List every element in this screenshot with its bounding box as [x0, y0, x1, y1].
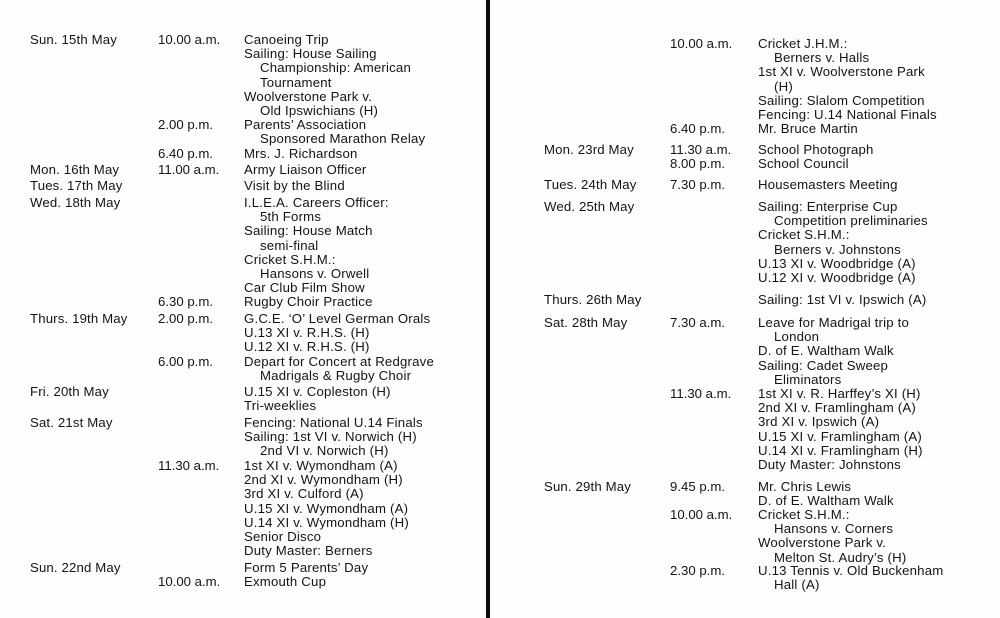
- event-line: semi-final: [260, 237, 319, 253]
- event-line: U.14 XI v. Wymondham (H): [244, 514, 409, 530]
- entry-day: Tues. 24th May: [544, 177, 637, 192]
- entry-time: 10.00 a.m.: [670, 507, 733, 522]
- event-line: U.15 XI v. Framlingham (A): [758, 428, 922, 444]
- event-line: Cricket J.H.M.:: [758, 36, 848, 51]
- event-line: Old Ipswichians (H): [260, 103, 379, 119]
- entry-day: Mon. 16th May: [30, 162, 120, 177]
- entry-day: Thurs. 19th May: [30, 311, 128, 326]
- event-line: Senior Disco: [244, 529, 322, 545]
- event-line: Mrs. J. Richardson: [244, 146, 358, 161]
- event-line: Cricket S.H.M.:: [244, 251, 336, 267]
- event-line: 1st XI v. Woolverstone Park: [758, 64, 925, 80]
- entry-events: [244, 33, 411, 118]
- event-line: Depart for Concert at Redgrave: [244, 354, 434, 369]
- event-line: Visit by the Blind: [244, 178, 345, 193]
- event-line: Canoeing Trip: [244, 32, 329, 47]
- entry-time: 6.00 p.m.: [158, 354, 213, 369]
- entry-events: [244, 295, 373, 309]
- entry-time: 11.30 a.m.: [670, 386, 732, 401]
- entry-day: Mon. 23rd May: [544, 142, 634, 157]
- event-line: Eliminators: [774, 371, 842, 387]
- right-page: [490, 0, 1000, 618]
- entry-day: Sat. 21st May: [30, 415, 113, 430]
- event-line: Woolverstone Park v.: [758, 535, 887, 551]
- event-line: Mr. Chris Lewis: [758, 479, 852, 494]
- entry-time: 2.30 p.m.: [670, 563, 725, 578]
- event-line: Sponsored Marathon Relay: [260, 131, 426, 147]
- entry-time: 6.40 p.m.: [158, 146, 213, 161]
- event-line: Duty Master: Johnstons: [758, 457, 901, 473]
- entry-day: Sun. 15th May: [30, 32, 117, 47]
- entry-time: 2.00 p.m.: [158, 311, 213, 326]
- entry-time: 10.00 a.m.: [158, 32, 221, 47]
- left-page: [0, 0, 488, 618]
- right-page-entries: [490, 0, 1000, 618]
- event-line: 5th Forms: [260, 209, 322, 225]
- entry-day: Fri. 20th May: [30, 384, 109, 399]
- entry-events: [244, 416, 423, 459]
- event-line: Championship: American: [260, 60, 412, 76]
- event-line: Mr. Bruce Martin: [758, 121, 858, 136]
- event-line: Sailing: Enterprise Cup: [758, 199, 898, 214]
- event-line: Hall (A): [774, 577, 820, 593]
- event-line: Housemasters Meeting: [758, 177, 898, 192]
- event-line: Rugby Choir Practice: [244, 294, 373, 309]
- entry-events: [244, 575, 326, 589]
- event-line: U.14 XI v. Framlingham (H): [758, 442, 923, 458]
- event-line: Form 5 Parents’ Day: [244, 560, 369, 575]
- event-line: U.13 XI v. Woodbridge (A): [758, 255, 916, 271]
- entry-events: [244, 196, 389, 295]
- entry-events: [758, 200, 928, 285]
- entry-time: 11.30 a.m.: [158, 458, 220, 473]
- entry-time: 7.30 p.m.: [670, 177, 725, 192]
- entry-events: [758, 508, 906, 565]
- event-line: Woolverstone Park v.: [244, 88, 373, 104]
- event-line: Sailing: 1st VI v. Norwich (H): [244, 429, 417, 445]
- entry-events: [244, 147, 358, 161]
- entry-time: 9.45 p.m.: [670, 479, 725, 494]
- event-line: Sailing: House Sailing: [244, 46, 377, 62]
- event-line: 3rd XI v. Culford (A): [244, 486, 364, 502]
- event-line: Exmouth Cup: [244, 574, 327, 589]
- event-line: Leave for Madrigal trip to: [758, 315, 910, 330]
- event-line: Competition preliminaries: [774, 213, 928, 229]
- event-line: Tri-weeklies: [244, 398, 317, 414]
- entry-events: [244, 355, 434, 383]
- entry-events: [244, 312, 430, 355]
- event-line: (H): [774, 78, 793, 94]
- event-line: Sailing: Cadet Sweep: [758, 357, 889, 373]
- entry-events: [244, 163, 366, 177]
- event-line: U.12 XI v. Woodbridge (A): [758, 270, 916, 286]
- entry-day: Sat. 28th May: [544, 315, 628, 330]
- event-line: Sailing: Slalom Competition: [758, 92, 925, 108]
- event-line: U.13 XI v. R.H.S. (H): [244, 325, 370, 341]
- entry-day: Thurs. 26th May: [544, 292, 642, 307]
- event-line: 3rd XI v. Ipswich (A): [758, 414, 880, 430]
- entry-events: [758, 316, 909, 387]
- entry-time: 6.40 p.m.: [670, 121, 725, 136]
- event-line: Tournament: [260, 74, 332, 90]
- entry-time: 7.30 a.m.: [670, 315, 725, 330]
- entry-time: 10.00 a.m.: [670, 36, 733, 51]
- event-line: U.13 Tennis v. Old Buckenham: [758, 563, 944, 578]
- event-line: Cricket S.H.M.:: [758, 507, 850, 522]
- event-line: Melton St. Audry’s (H): [774, 549, 907, 565]
- entry-events: [758, 293, 926, 307]
- entry-time: 2.00 p.m.: [158, 117, 213, 132]
- event-line: 1st XI v. Wymondham (A): [244, 458, 398, 473]
- entry-events: [758, 564, 943, 592]
- event-line: Duty Master: Berners: [244, 543, 373, 559]
- event-line: Parents’ Association: [244, 117, 367, 132]
- event-line: Fencing: National U.14 Finals: [244, 415, 423, 430]
- event-line: U.15 XI v. Wymondham (A): [244, 500, 409, 516]
- entry-events: [758, 480, 894, 508]
- entry-events: [758, 387, 923, 472]
- event-line: D. of E. Waltham Walk: [758, 343, 894, 359]
- event-line: Berners v. Johnstons: [774, 241, 901, 257]
- event-line: Car Club Film Show: [244, 280, 365, 296]
- entry-events: [244, 459, 409, 558]
- event-line: Army Liaison Officer: [244, 162, 367, 177]
- event-line: 2nd XI v. Framlingham (A): [758, 400, 916, 416]
- event-line: Sailing: 1st VI v. Ipswich (A): [758, 292, 927, 307]
- entry-time: 8.00 p.m.: [670, 156, 725, 171]
- event-line: U.12 XI v. R.H.S. (H): [244, 339, 370, 355]
- entry-events: [758, 178, 898, 192]
- entry-time: 6.30 p.m.: [158, 294, 213, 309]
- entry-day: Sun. 22nd May: [30, 560, 121, 575]
- event-line: I.L.E.A. Careers Officer:: [244, 195, 389, 210]
- entry-time: 11.00 a.m.: [158, 162, 220, 177]
- entry-events: [758, 37, 937, 122]
- entry-events: [244, 179, 345, 193]
- event-line: School Photograph: [758, 142, 874, 157]
- entry-events: [244, 118, 425, 146]
- event-line: Sailing: House Match: [244, 223, 373, 239]
- entry-time: 11.30 a.m.: [670, 142, 732, 157]
- entry-day: Sun. 29th May: [544, 479, 631, 494]
- event-line: 1st XI v. R. Harffey’s XI (H): [758, 386, 921, 401]
- event-line: Hansons v. Orwell: [260, 266, 370, 282]
- event-line: London: [774, 329, 820, 345]
- entry-events: [244, 385, 391, 413]
- entry-events: [758, 157, 849, 171]
- event-line: Fencing: U.14 National Finals: [758, 107, 937, 123]
- entry-time: 10.00 a.m.: [158, 574, 221, 589]
- entry-day: Tues. 17th May: [30, 178, 123, 193]
- event-line: 2nd XI v. Wymondham (H): [244, 472, 403, 488]
- event-line: Hansons v. Corners: [774, 521, 894, 537]
- event-line: Cricket S.H.M.:: [758, 227, 850, 243]
- event-line: U.15 XI v. Copleston (H): [244, 384, 391, 399]
- entry-day: Wed. 25th May: [544, 199, 635, 214]
- event-line: G.C.E. ‘O’ Level German Orals: [244, 311, 431, 326]
- event-line: Berners v. Halls: [774, 50, 870, 66]
- entry-day: Wed. 18th May: [30, 195, 121, 210]
- left-page-entries: [0, 0, 488, 618]
- entry-events: [758, 122, 858, 136]
- event-line: 2nd VI v. Norwich (H): [260, 443, 389, 459]
- event-line: D. of E. Waltham Walk: [758, 493, 894, 509]
- event-line: Madrigals & Rugby Choir: [260, 368, 412, 384]
- event-line: School Council: [758, 156, 849, 171]
